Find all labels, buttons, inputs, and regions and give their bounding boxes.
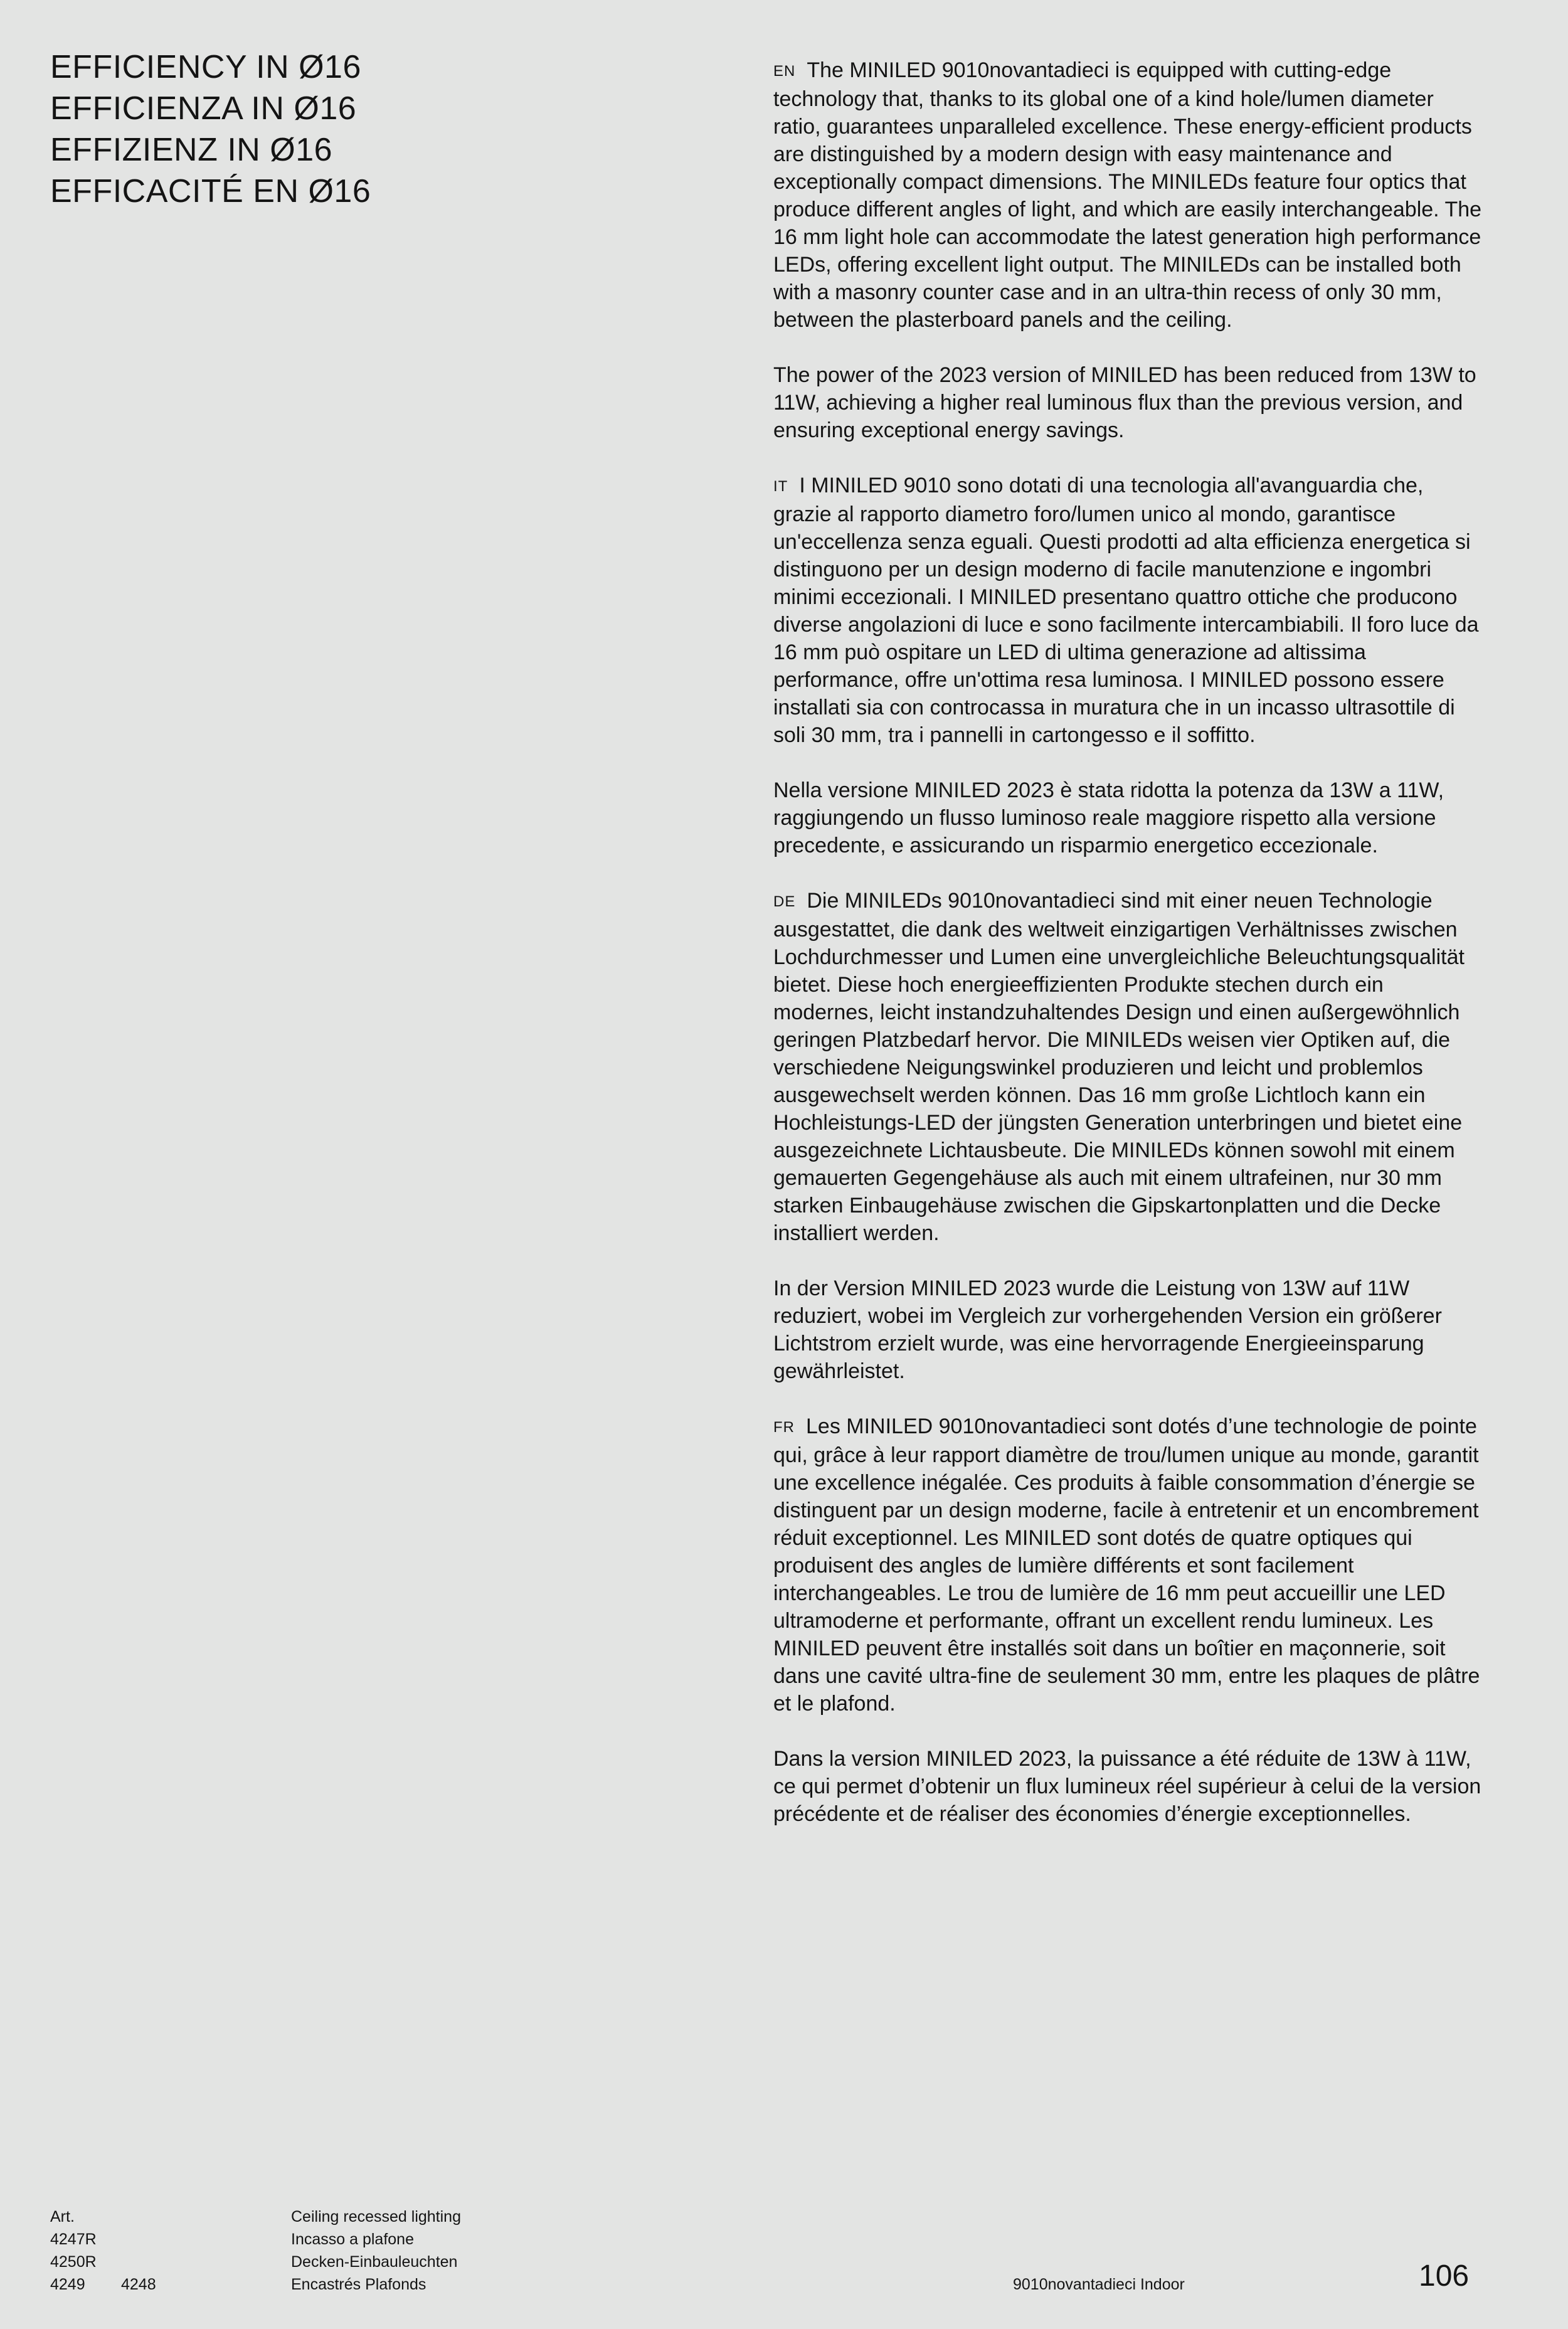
section-fr-text-1: Les MINILED 9010novantadieci sont dotés d’une technologie de pointe qui, grâce à leur rapport diamètre de trou/lumen unique au monde, garantit une excellence inégalée. Ces produits à faible consommation d’énergie se distinguent par un design moderne, facile à entretenir et un encombrement réduit exceptionnel. Les MINILED sont dotés de quatre optiques qui produisent des angles de lumière différents et sont facilement interchangeables. Le trou de lumière de 16 mm peut accueillir une LED ultramoderne et performante, offrant un excellent rendu lumineux. Les MINILED peuvent être installés soit dans un boîtier en maçonnerie, soit dans une cavité ultra-fine de seulement 30 mm, entre les plaques de plâtre et le plafond. [773,1414,1480,1716]
lang-tag-en: EN [773,63,796,80]
footer-art-3a: 4249 [50,2276,85,2293]
lang-tag-de: DE [773,893,796,910]
body-text-column [773,56,1482,1828]
footer-article-numbers [50,2205,156,2296]
section-fr-paragraph-1 [773,1413,1482,1717]
footer-brand: 9010novantadieci Indoor [1013,2276,1185,2293]
lang-tag-it: IT [773,478,788,495]
footer-category-fr: Encastrés Plafonds [291,2276,426,2293]
section-de-text-1: Die MINILEDs 9010novantadieci sind mit einer neuen Technologie ausgestattet, die dank des weltweit einzigartigen Verhältnisses zwischen Lochdurchmesser und Lumen eine unvergleichliche Beleuchtungsqualität bietet. Diese hoch energieeffizienten Produkte stechen durch ein modernes, leicht instandzuhaltendes Design und einen außergewöhnlich geringen Platzbedarf hervor. Die MINILEDs weisen vier Optiken auf, die verschiedene Neigungswinkel produzieren und leicht und problemlos ausgewechselt werden können. Das 16 mm große Lichtloch kann ein Hochleistungs-LED der jüngsten Generation unterbringen und bietet eine ausgezeichnete Lichtausbeute. Die MINILEDs können sowohl mit einem gemauerten Gegengehäuse als auch mit einem ultrafeinen, nur 30 mm starken Einbaugehäuse zwischen die Gipskartonplatten und die Decke installiert werden. [773,889,1465,1245]
title-fr: EFFICACITÉ EN Ø16 [50,173,371,210]
title-it: EFFICIENZA IN Ø16 [50,90,357,127]
footer-art-label: Art. [50,2208,75,2226]
section-en-paragraph-1 [773,56,1482,334]
page-number: 106 [1419,2259,1470,2293]
section-it-text-1: I MINILED 9010 sono dotati di una tecnologia all'avanguardia che, grazie al rapporto diametro foro/lumen unico al mondo, garantisce un'eccellenza senza eguali. Questi prodotti ad alta efficienza energetica si distinguono per un design moderno di facile manutenzione e ingombri minimi eccezionali. I MINILED presentano quattro ottiche che producono diverse angolazioni di luce e sono facilmente intercambiabili. Il foro luce da 16 mm può ospitare un LED di ultima generazione ad altissima performance, offre un'ottima resa luminosa. I MINILED possono essere installati sia con controcassa in muratura che in un incasso ultrasottile di soli 30 mm, tra i pannelli in cartongesso e il soffitto. [773,474,1479,747]
title-de: EFFIZIENZ IN Ø16 [50,132,333,168]
page-titles [50,46,615,212]
title-en: EFFICIENCY IN Ø16 [50,49,361,85]
lang-tag-fr: FR [773,1419,795,1436]
footer-category [291,2205,461,2296]
section-it-paragraph-2: Nella versione MINILED 2023 è stata ridotta la potenza da 13W a 11W, raggiungendo un flusso luminoso reale maggiore rispetto alla versione precedente, e assicurando un risparmio energetico eccezionale. [773,778,1444,857]
footer-category-it: Incasso a plafone [291,2231,414,2248]
section-de-paragraph-2: In der Version MINILED 2023 wurde die Leistung von 13W auf 11W reduziert, wobei im Vergleich zur vorhergehenden Version ein größerer Lichtstrom erzielt wurde, was eine hervorragende Energieeinsparung gewährleistet. [773,1276,1442,1383]
footer-art-3b: 4248 [121,2276,156,2293]
footer-art-row-3 [50,2273,156,2296]
section-en-text-1: The MINILED 9010novantadieci is equipped with cutting-edge technology that, thanks to its global one of a kind hole/lumen diameter ratio, guarantees unparalleled excellence. These energy-efficient products are distinguished by a modern design with easy maintenance and exceptionally compact dimensions. The MINILEDs feature four optics that produce different angles of light, and which are easily interchangeable. The 16 mm light hole can accommodate the latest generation high performance LEDs, offering excellent light output. The MINILEDs can be installed both with a masonry counter case and in an ultra-thin recess of only 30 mm, between the plasterboard panels and the ceiling. [773,58,1482,332]
section-it-paragraph-1 [773,472,1482,749]
footer-art-1: 4247R [50,2231,97,2248]
footer-art-2: 4250R [50,2253,97,2271]
section-de-paragraph-1 [773,887,1482,1247]
footer-category-de: Decken-Einbauleuchten [291,2253,458,2271]
footer-category-en: Ceiling recessed lighting [291,2208,461,2226]
section-fr-paragraph-2: Dans la version MINILED 2023, la puissance a été réduite de 13W à 11W, ce qui permet d’obtenir un flux lumineux réel supérieur à celui de la version précédente et de réaliser des économies d’énergie exceptionnelles. [773,1747,1481,1826]
section-en-paragraph-2: The power of the 2023 version of MINILED has been reduced from 13W to 11W, achieving a higher real luminous flux than the previous version, and ensuring exceptional energy savings. [773,363,1476,442]
